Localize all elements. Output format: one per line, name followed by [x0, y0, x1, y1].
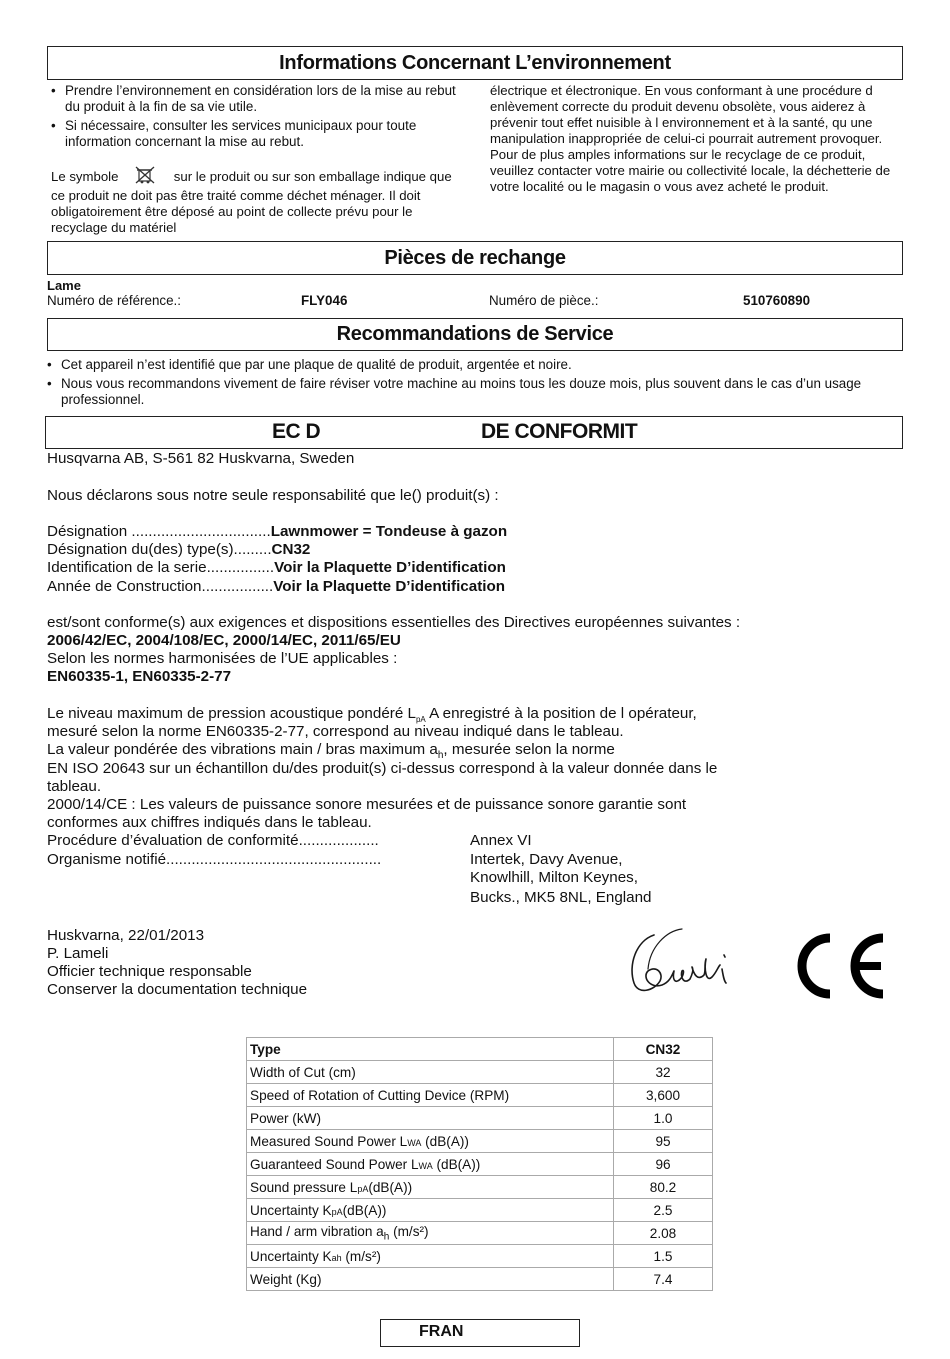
weee-paragraph: Le symbole sur le produit ou sur son emballage indique que ce produit ne doit pas être traité comme déchet ménager. Il doit obligatoirement être déposé au point de collecte prévu pour le recyclage du matériel: [51, 166, 461, 236]
service-bullet-1: • Cet appareil n’est identifié que par une plaque de qualité de produit, argentée et noire.: [47, 357, 572, 372]
type-row: Désignation du(des) type(s).........CN32: [47, 541, 311, 558]
environment-bullet-1: • Prendre l’environnement en considération lors de la mise au rebut du produit à la fin de sa vie utile.: [51, 83, 456, 114]
table-row: Uncertainty Kah (m/s²) 1.5: [247, 1245, 713, 1268]
notified-body-line-2: Knowlhill, Milton Keynes,: [470, 869, 638, 886]
signer-name: P. Lameli: [47, 945, 109, 962]
environment-right-column: électrique et électronique. En vous conformant à une procédure d enlèvement correcte du produit devenu obsolète, vous aiderez à prévenir tout effet nuisible à l environnement et à la santé, qu une manipulation inappropriée de celui-ci pourrait autrement provoquer. Pour de plus amples informations sur le recyclage de ce produit, veuillez contacter votre mairie ou collectivité locale, la déchetterie de votre localité ou le magasin o vous avez acheté le produit.: [490, 83, 891, 194]
table-row: Power (kW) 1.0: [247, 1107, 713, 1130]
declaration-title-b: DE CONFORMIT: [481, 420, 638, 443]
noise-line-1: Le niveau maximum de pression acoustique pondéré $L_{pA}$ A enregistré à la position de l opérateur,: [47, 705, 697, 725]
table-header-type: Type: [247, 1038, 614, 1061]
table-row: Uncertainty KpA(dB(A)) 2.5: [247, 1199, 713, 1222]
declaration-intro: Nous déclarons sous notre seule responsabilité que le() produit(s) :: [47, 487, 499, 504]
vibration-line-1: La valeur pondérée des vibrations main / bras maximum $a_h$, mesurée selon la norme: [47, 741, 615, 762]
norms: EN60335-1, EN60335-2-77: [47, 668, 232, 685]
conformity-statement: est/sont conforme(s) aux exigences et dispositions essentielles des Directives européennes suivantes :: [47, 614, 741, 631]
table-row: Guaranteed Sound Power LWA (dB(A)) 96: [247, 1153, 713, 1176]
table-row: Sound pressure LpA(dB(A)) 80.2: [247, 1176, 713, 1199]
table-row: Measured Sound Power LWA (dB(A)) 95: [247, 1130, 713, 1153]
company-address: Husqvarna AB, S-561 82 Huskvarna, Sweden: [47, 450, 355, 467]
vibration-line-3: tableau.: [47, 778, 102, 795]
environment-header: [47, 46, 903, 80]
declaration-header: [45, 416, 903, 449]
service-bullet-2: • Nous vous recommandons vivement de faire réviser votre machine au moins tous les douze mois, plus souvent dans le cas d’un usage professionnel.: [47, 376, 862, 407]
notified-body-label: Organisme notifié...................................................: [47, 851, 382, 868]
reference-value: FLY046: [301, 293, 348, 308]
noise-line-2: mesuré selon la norme EN60335-2-77, correspond au niveau indiqué dans le tableau.: [47, 723, 624, 740]
table-row: Weight (Kg) 7.4: [247, 1268, 713, 1291]
notified-body-line-3: Bucks., MK5 8NL, England: [470, 889, 652, 906]
table-row: Speed of Rotation of Cutting Device (RPM) 3,600: [247, 1084, 713, 1107]
norms-intro: Selon les normes harmonisées de l’UE applicables :: [47, 650, 398, 667]
spec-table-wrapper: [246, 1037, 713, 1291]
signature-image: [626, 925, 746, 1000]
spec-table: [246, 1037, 713, 1291]
procedure-value: Annex VI: [470, 832, 532, 849]
parts-header: [47, 241, 903, 275]
directives: 2006/42/EC, 2004/108/EC, 2000/14/EC, 2011/65/EU: [47, 632, 401, 649]
environment-bullet-2: • Si nécessaire, consulter les services municipaux pour toute information concernant la mise au rebut.: [51, 118, 417, 149]
parts-title: Pièces de rechange: [384, 246, 566, 269]
place-date: Huskvarna, 22/01/2013: [47, 927, 205, 944]
part-number-value: 510760890: [743, 293, 811, 308]
documentation-keeper: Conserver la documentation technique: [47, 981, 308, 998]
sound-power-line-2: conformes aux chiffres indiqués dans le tableau.: [47, 814, 372, 831]
year-row: Année de Construction.................Voir la Plaquette D’identification: [47, 578, 506, 595]
service-header: [47, 318, 903, 351]
signer-role: Officier technique responsable: [47, 963, 252, 980]
part-number-label: Numéro de pièce.:: [489, 293, 599, 308]
part-item: Lame: [47, 278, 81, 293]
language-code: FRAN: [419, 1323, 464, 1340]
wheelie-bin-icon: [134, 166, 156, 188]
designation-row: Désignation .................................Lawnmower = Tondeuse à gazon: [47, 523, 508, 540]
reference-label: Numéro de référence.:: [47, 293, 181, 308]
table-header-row: [247, 1038, 713, 1061]
environment-title: Informations Concernant L’environnement: [279, 51, 671, 74]
notified-body-line-1: Intertek, Davy Avenue,: [470, 851, 623, 868]
serial-row: Identification de la serie................Voir la Plaquette D’identification: [47, 559, 506, 576]
sound-power-line-1: 2000/14/CE : Les valeurs de puissance sonore mesurées et de puissance sonore garantie sont: [47, 796, 687, 813]
service-title: Recommandations de Service: [336, 323, 614, 345]
table-row: Width of Cut (cm) 32: [247, 1061, 713, 1084]
language-footer: [380, 1319, 580, 1347]
ce-mark: [789, 930, 889, 1002]
declaration-title-a: EC D: [272, 420, 321, 443]
procedure-label: Procédure d’évaluation de conformité...................: [47, 832, 379, 849]
table-header-model: CN32: [614, 1038, 713, 1061]
vibration-line-2: EN ISO 20643 sur un échantillon du/des produit(s) ci-dessus correspond à la valeur donnée dans le: [47, 760, 718, 777]
table-row: Hand / arm vibration $a_h$ (m/s²) 2.08: [247, 1222, 713, 1245]
